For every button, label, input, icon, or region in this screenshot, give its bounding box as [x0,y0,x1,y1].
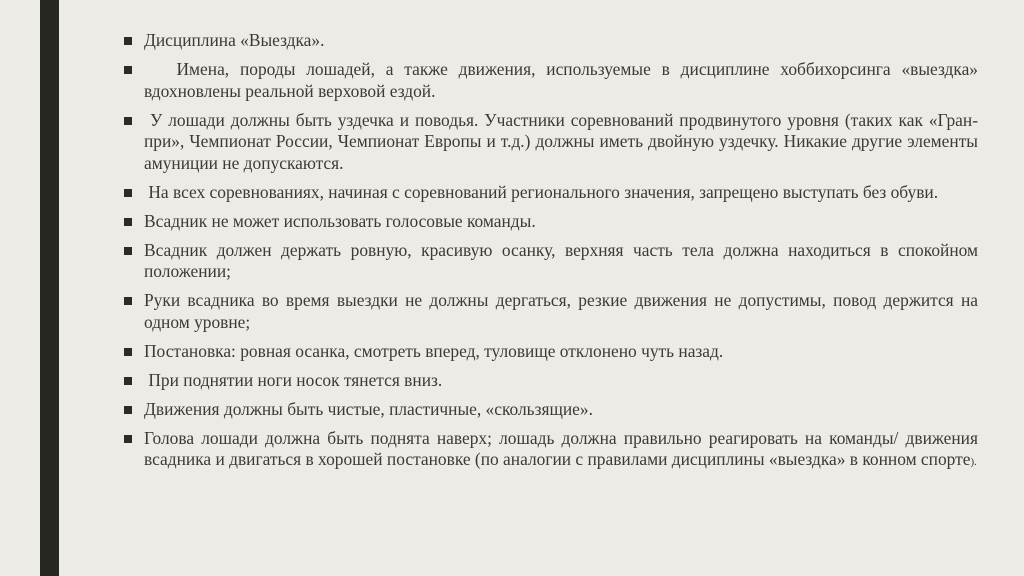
list-item-text: При поднятии ноги носок тянется вниз. [144,369,443,390]
list-item-text: Всадник не может использовать голосовые команды. [144,210,536,231]
list-item [122,59,978,102]
list-item [122,240,978,283]
square-bullet-icon [124,348,132,356]
list-item-text: Всадник должен держать ровную, красивую осанку, верхняя часть тела должна находиться в спокойном положении; [144,239,978,281]
square-bullet-icon [124,37,132,45]
slide-content [122,30,978,481]
square-bullet-icon [124,406,132,414]
list-item-text: У лошади должны быть уздечка и поводья. Участники соревнований продвинутого уровня (таких как «Гран-при», Чемпионат России, Чемпионат Европы и т.д.) должны иметь двойную уздечку. Никакие другие элементы амуниции не допускаются. [144,109,978,173]
square-bullet-icon [124,247,132,255]
list-item [122,290,978,333]
list-item-text: Постановка: ровная осанка, смотреть вперед, туловище отклонено чуть назад. [144,340,724,361]
left-accent-bar [40,0,59,576]
list-item-text: Голова лошади должна быть поднята наверх; лошадь должна правильно реагировать на команды/ движения всадника и двигаться в хорошей постановке (по аналогии с правилами дисциплины «выездка» в конном спорте [144,427,978,469]
list-item [122,110,978,175]
list-item-tail: ). [970,456,977,468]
square-bullet-icon [124,218,132,226]
square-bullet-icon [124,435,132,443]
list-item [122,30,978,52]
list-item-text: Руки всадника во время выездки не должны дергаться, резкие движения не допустимы, повод держится на одном уровне; [144,290,978,332]
list-item [122,182,978,204]
list-item [122,399,978,421]
square-bullet-icon [124,377,132,385]
list-item-text: Имена, породы лошадей, а также движения, используемые в дисциплине хоббихорсинга «выездка» вдохновлены реальной верховой ездой. [144,59,978,101]
list-item [122,370,978,392]
square-bullet-icon [124,189,132,197]
list-item [122,428,978,474]
square-bullet-icon [124,117,132,125]
list-item-text: Движения должны быть чистые, пластичные, «скользящие». [144,398,593,419]
list-item [122,341,978,363]
bullet-list [122,30,978,474]
list-item-text: На всех соревнованиях, начиная с соревнований регионального значения, запрещено выступать без обуви. [144,181,939,202]
square-bullet-icon [124,66,132,74]
list-item-text: Дисциплина «Выездка». [144,30,325,50]
square-bullet-icon [124,297,132,305]
list-item [122,211,978,233]
